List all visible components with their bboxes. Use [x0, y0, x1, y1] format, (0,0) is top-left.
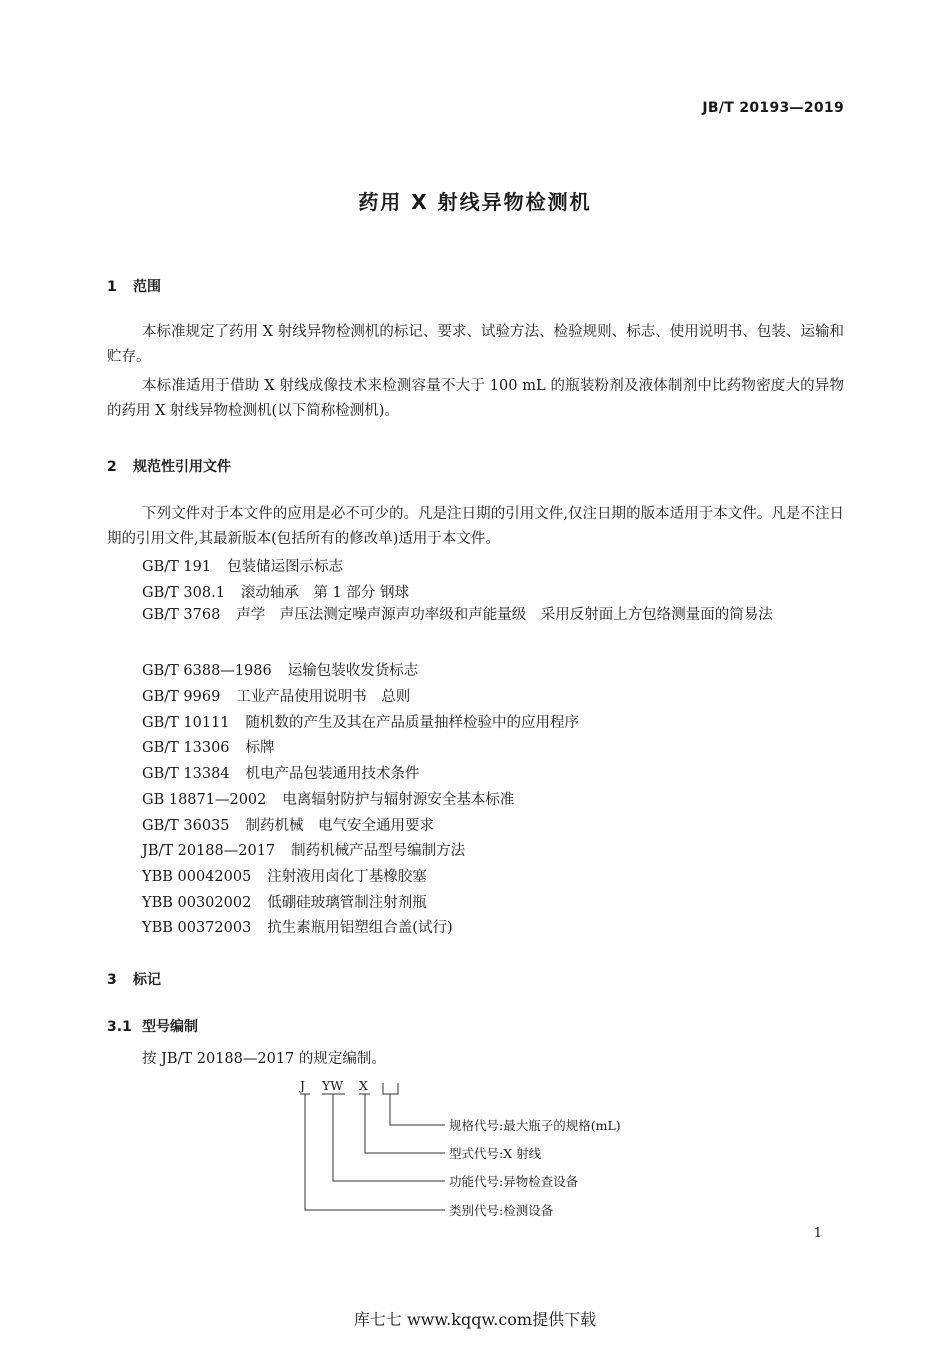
reference-title: 包装储运图示标志	[227, 559, 344, 575]
reference-title: 运输包装收发货标志	[287, 663, 419, 679]
subsection-text: 按 JB/T 20188—2017 的规定编制。	[142, 1051, 386, 1067]
leader-line	[305, 1094, 445, 1210]
page-number: 1	[813, 1226, 822, 1241]
subsection-number: 3.1	[107, 1019, 132, 1035]
reference-title: 标牌	[245, 740, 275, 756]
reference-code: GB/T 6388—1986	[142, 663, 272, 679]
section-title: 标记	[133, 972, 161, 988]
references-intro: 下列文件对于本文件的应用是必不可少的。凡是注日期的引用文件,仅注日期的版本适用于本文件。凡是不注日期的引用文件,其最新版本(包括所有的修改单)适用于本文件。	[107, 506, 844, 547]
reference-code: GB/T 308.1	[142, 585, 225, 601]
code-type: X	[359, 1078, 368, 1093]
reference-code: GB/T 10111	[142, 715, 230, 731]
code-function: YW	[322, 1078, 344, 1093]
standard-code: JB/T 20193—2019	[702, 100, 844, 116]
reference-code: JB/T 20188—2017	[142, 843, 276, 859]
subsection-title: 型号编制	[142, 1019, 198, 1035]
reference-title: 注射液用卤化丁基橡胶塞	[267, 869, 427, 885]
label-class: 类别代号:检测设备	[449, 1203, 554, 1218]
scope-paragraph-1: 本标准规定了药用 X 射线异物检测机的标记、要求、试验方法、检验规则、标志、使用说明书、包装、运输和贮存。	[107, 324, 844, 365]
reference-title: 声学 声压法测定噪声源声功率级和声能量级 采用反射面上方包络测量面的简易法	[236, 607, 773, 623]
code-class: J	[300, 1078, 306, 1093]
reference-title: 随机数的产生及其在产品质量抽样检验中的应用程序	[245, 715, 580, 731]
reference-title: 制药机械产品型号编制方法	[291, 843, 466, 859]
reference-title: 制药机械 电气安全通用要求	[245, 818, 435, 834]
reference-code: GB/T 3768	[142, 607, 221, 623]
section-title: 规范性引用文件	[133, 459, 231, 475]
label-function: 功能代号:异物检查设备	[449, 1174, 579, 1189]
reference-title: 滚动轴承 第 1 部分 钢球	[240, 585, 409, 601]
download-footer: 库七七 www.kqqw.com提供下载	[353, 1310, 597, 1329]
reference-code: YBB 00302002	[142, 895, 252, 911]
section-number: 3	[107, 972, 117, 988]
label-spec: 规格代号:最大瓶子的规格(mL)	[449, 1118, 621, 1133]
reference-code: GB 18871—2002	[142, 792, 267, 808]
document-title: 药用 X 射线异物检测机	[358, 190, 592, 214]
reference-code: GB/T 13306	[142, 740, 230, 756]
scope-paragraph-2: 本标准适用于借助 X 射线成像技术来检测容量不大于 100 mL 的瓶装粉剂及液体制剂中比药物密度大的异物的药用 X 射线异物检测机(以下简称检测机)。	[107, 378, 844, 419]
reference-title: 抗生素瓶用铝塑组合盖(试行)	[267, 920, 453, 936]
section-number: 1	[107, 279, 117, 295]
reference-title: 机电产品包装通用技术条件	[245, 766, 420, 782]
reference-title: 工业产品使用说明书 总则	[236, 689, 411, 705]
reference-title: 电离辐射防护与辐射源安全基本标准	[282, 792, 515, 808]
reference-code: GB/T 191	[142, 559, 212, 575]
leader-line	[333, 1094, 445, 1181]
reference-code: YBB 00372003	[142, 920, 252, 936]
section-title: 范围	[133, 279, 161, 295]
placeholder-bracket	[383, 1083, 398, 1094]
reference-code: GB/T 36035	[142, 818, 230, 834]
reference-title: 低硼硅玻璃管制注射剂瓶	[267, 895, 427, 911]
reference-code: YBB 00042005	[142, 869, 252, 885]
label-type: 型式代号:X 射线	[449, 1146, 542, 1161]
reference-code: GB/T 13384	[142, 766, 230, 782]
leader-line	[390, 1094, 445, 1125]
reference-code: GB/T 9969	[142, 689, 221, 705]
section-number: 2	[107, 459, 117, 475]
leader-line	[365, 1094, 445, 1153]
